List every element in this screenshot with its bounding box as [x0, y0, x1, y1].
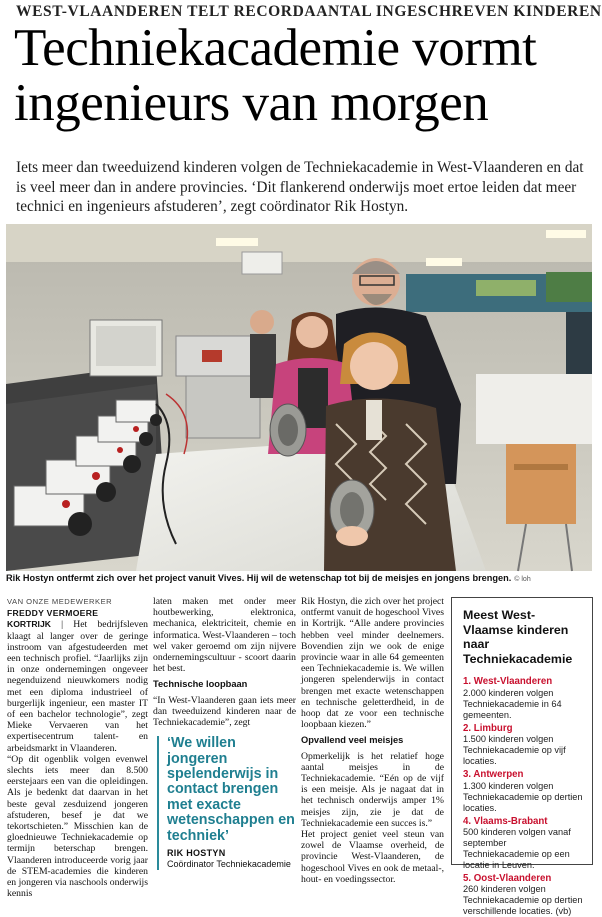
paragraph-2: “Op dit ogenblik volgen evenwel slechts iets meer dan 8.500 eerstejaars een van die opleidingen. Als je bedenkt dat daarvan in het beste geval zesduizend jongeren afstuderen, besef je dat we tekortschieten.” Misschien kan de gloednieuwe Techniekacademie op termijn beterschap brengen. Vlaanderen introduceerde vorig jaar de STEM-academies die kinderen en jongeren via naschools onderwijs kennis [7, 753, 148, 900]
paragraph-6: Opmerkelijk is het relatief hoge aantal meisjes in de Techniekacademie. “Eén op de vijf is een meisje. Als je nagaat dat in het technisch onderwijs amper 1% meisjes zijn, zie je dat de Techniekacademie een succes is.” [301, 750, 444, 829]
sidebar-item [463, 816, 583, 871]
sidebar-item-text-body: 260 kinderen volgen Techniekacademie op dertien verschillende locaties. [463, 884, 583, 917]
sidebar-list [463, 676, 583, 917]
sidebar-item-text: 2.000 kinderen volgen Techniekacademie in 64 gemeenten. [463, 687, 562, 720]
paragraph-5: Rik Hostyn, die zich over het project ontfermt vanuit de hogeschool Vives in Kortrijk. “Alle andere provincies hebben veel minder deelnemers. Bovendien zijn we ook de enige provincie waar in alle 64 gemeenten een Techniekacademie is. We willen jongeren spelenderwijs in contact brengen met exacte wetenschappen en technische geletterdheid, in de hoop dat ze voor een technische loopbaan kiezen.” [301, 596, 444, 731]
sidebar-item-name: 2. Limburg [463, 722, 513, 734]
sidebar-item [463, 676, 583, 720]
byline-prefix: VAN ONZE MEDEWERKER [7, 597, 113, 606]
sidebar-item-name: 5. Oost-Vlaanderen [463, 873, 552, 884]
classroom-photo-illustration [6, 224, 592, 571]
headline-line-1: Techniekacademie vormt [14, 19, 537, 77]
pull-quote [157, 736, 296, 870]
kicker: WEST-VLAANDEREN TELT RECORDAANTAL INGESCHREVEN KINDEREN [16, 3, 602, 20]
paragraph-4: “In West-Vlaanderen gaan iets meer dan tweeduizend kinderen naar de Techniekacademie”, zegt [153, 694, 296, 729]
pull-quote-name: RIK HOSTYN [167, 848, 226, 859]
sidebar-item [463, 769, 583, 813]
sidebar-item-text: 1.300 kinderen volgen Techniekacademie op dertien locaties. [463, 780, 583, 813]
dateline: KORTRIJK [7, 619, 51, 630]
sidebar-item-text [463, 884, 583, 917]
sidebar-item-text: 1.500 kinderen volgen Techniekacademie op vijf locaties. [463, 734, 566, 767]
subhead-opvallend-veel-meisjes: Opvallend veel meisjes [301, 735, 404, 746]
paragraph-1-text: | Het bedrijfsleven klaagt al langer over de geringe instroom van afgestudeerden met een technisch profiel. “Jaarlijks zijn in onze ondernemingen ongeveer negenduizend nieuwkomers nodig met een diploma industrieel of burgerlijk ingenieur, een master IT of een bachelor technologie”, zegt Mieke Vervaeren van het expertisecentrum talent- en arbeidsmarkt in Vlaanderen. [7, 619, 148, 754]
column-1 [7, 596, 148, 899]
sidebar-footer: (vb) [555, 906, 572, 917]
sidebar-item-name: 4. Vlaams-Brabant [463, 815, 548, 827]
sidebar-title: Meest West-Vlaamse kinderen naar Techniekacademie [463, 608, 573, 666]
byline: FREDDY VERMOERE [7, 608, 99, 619]
sidebar-item [463, 873, 583, 917]
paragraph-1 [7, 619, 148, 753]
sidebar-item [463, 723, 583, 767]
paragraph-3: laten maken met onder meer houtbewerking, elektronica, mechanica, elektriciteit, chemie en informatica. West-Vlaanderen – toch wel vaker geroemd om zijn nijvere ondernemingscultuur - scoort daarin het best. [153, 596, 296, 675]
sidebar-item-text: 500 kinderen volgen vanaf september Techniekacademie op een locatie in Leuven. [463, 827, 571, 870]
photo-credit: © loh [514, 576, 531, 583]
caption-text: Rik Hostyn ontfermt zich over het project vanuit Vives. Hij wil de wetenschap tot bij de meisjes en jongens brengen. [6, 573, 512, 583]
subhead-technische-loopbaan: Technische loopbaan [153, 679, 248, 690]
photo-caption [6, 573, 592, 583]
sidebar-item-name: 3. Antwerpen [463, 769, 524, 781]
paragraph-7: Het project geniet veel steun van zowel de Vlaamse overheid, de provincie West-Vlaanderen, de hogeschool Vives en ook de metaal-, hout- en voedingssector. [301, 829, 444, 885]
sidebar-item-name: 1. West-Vlaanderen [463, 676, 553, 688]
lead-paragraph: Iets meer dan tweeduizend kinderen volgen de Techniekacademie in West-Vlaanderen en dat is veel meer dan in andere provincies. ‘Dit flankerend onderwijs moet ertoe leiden dat meer technici en ingenieurs afstuderen’, zegt coördinator Rik Hostyn. [16, 159, 584, 215]
headline [14, 21, 594, 131]
column-3 [301, 596, 444, 885]
headline-line-2: ingenieurs van morgen [14, 74, 489, 132]
pull-quote-role: Coördinator Techniekacademie [167, 859, 291, 870]
pull-quote-text: ‘We willen jongeren spelenderwijs in contact brengen met exacte wetenschappen en techniek’ [167, 735, 295, 844]
column-2 [153, 596, 296, 870]
sidebar-box [451, 597, 593, 917]
article-photo [6, 224, 592, 571]
